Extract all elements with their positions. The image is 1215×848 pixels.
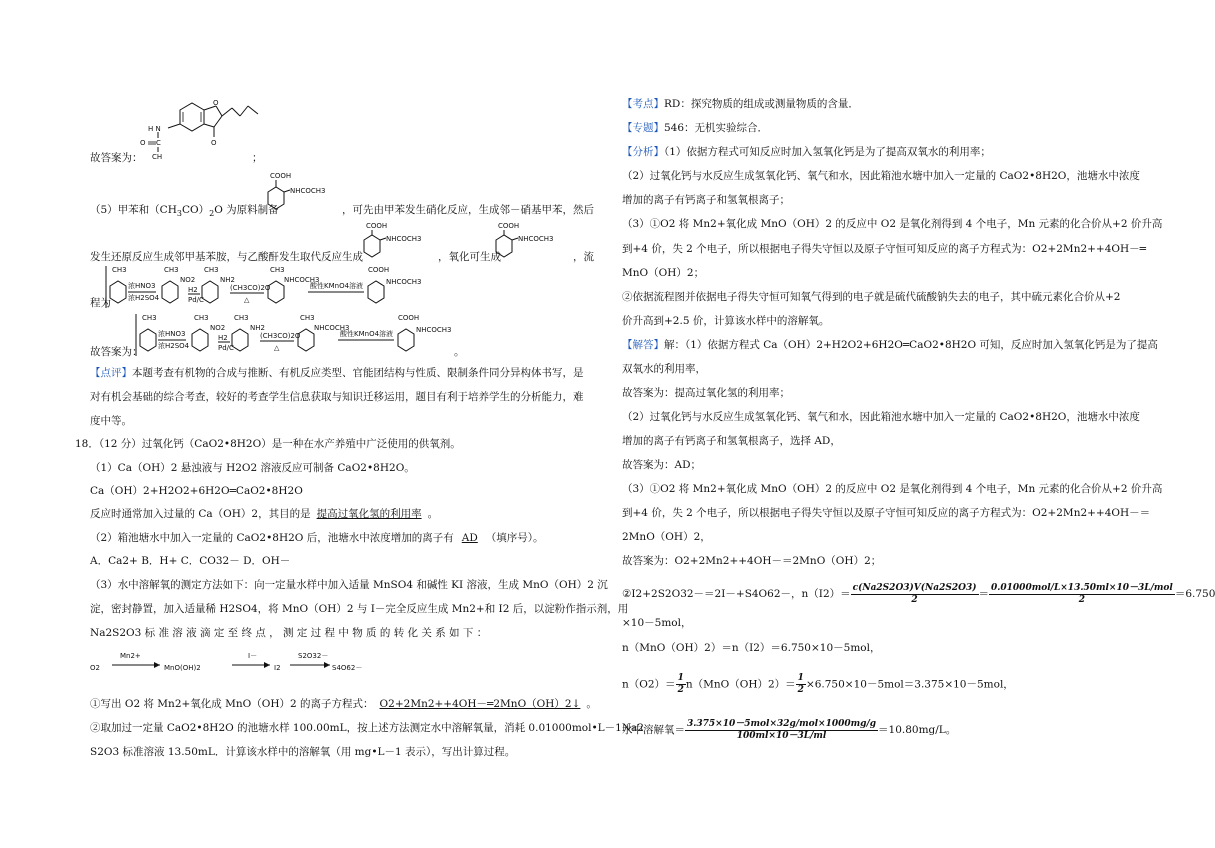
q5-line2: 发生还原反应生成邻甲基苯胺，与乙酸酐发生取代反应生成 (90, 251, 363, 263)
svg-text:△: △ (274, 344, 280, 352)
answer-label-1: 故答案为： (90, 152, 143, 164)
svg-text:COOH: COOH (270, 172, 292, 180)
structure-acid-product (490, 220, 570, 265)
jieda-line-2: 双氧水的利用率， (622, 363, 706, 375)
q18-part3-q2-line1: ②取加过一定量 CaO2•8H2O 的池塘水样 100.00mL，按上述方法测定水中溶解氧量，消耗 0.01000mol•L－1Na2 (90, 722, 644, 734)
svg-text:COOH: COOH (398, 314, 420, 322)
q5-line2-mid: ，氧化可生成 (438, 251, 501, 263)
comment-line-3: 度中等。 (90, 415, 132, 427)
jieda-line-15: 水中溶解氧＝ $\frac{\text{3.375×10－5mol×32g/mol×1000mg/g}}{100ml\times 10-3L/ml}$ ＝10.80mg/L。 (622, 718, 957, 741)
jieda-line-13: n（MnO（OH）2）＝n（I2）＝6.750×10－5mol， (622, 642, 881, 654)
comment-line-2: 对有机会基础的综合考查，较好的考查学生信息获取与知识迁移运用，题目有利于培养学生的分析能力，难 (90, 391, 584, 403)
jieda-line-6: 故答案为：AD； (622, 459, 702, 471)
svg-text:NHCOCH3: NHCOCH3 (290, 187, 326, 195)
svg-text:CH3: CH3 (112, 266, 127, 274)
q18-part3-line2: 淀，密封静置，加入适量稀 H2SO4，将 MnO（OH）2 与 I－完全反应生成 Mn2+和 I2 后，以淀粉作指示剂，用 (90, 603, 629, 615)
fenxi-line-4: （3）①O2 将 Mn2+氧化成 MnO（OH）2 的反应中 O2 是氧化剂得到 4 个电子，Mn 元素的化合价从+2 价升高 (622, 218, 1163, 230)
q18-part3-q2-line2: S2O3 标准溶液 13.50mL．计算该水样中的溶解氧（用 mg•L－1 表示），写出计算过程。 (90, 746, 516, 758)
q5-line1: （5）甲苯和$(CH_3CO)_2O$ 为原料制备 (90, 204, 279, 219)
fraction-dissolved-oxygen: $\frac{\text{3.375×10－5mol×32g/mol×1000mg/g}}{100ml\times 10-3L/ml}$ (687, 718, 877, 741)
svg-text:NO2: NO2 (210, 324, 226, 332)
q18-part3-line1: （3）水中溶解氧的测定方法如下：向一定量水样中加入适量 MnSO4 和碱性 KI 溶液，生成 MnO（OH）2 沉 (90, 579, 608, 591)
jieda-line-9: 2MnO（OH）2， (622, 531, 711, 543)
svg-text:O2: O2 (90, 664, 100, 672)
q18-part1: （1）Ca（OH）2 悬浊液与 H2O2 溶液反应可制备 CaO2•8H2O。 (90, 462, 415, 474)
jieda-line-1: 【解答】解：（1）依据方程式 Ca（OH）2+H2O2+6H2O═CaO2•8H2O 可知，反应时加入氢氧化钙是为了提高 (622, 339, 1158, 351)
svg-text:COOH: COOH (368, 266, 390, 274)
svg-text:CH3: CH3 (194, 314, 209, 322)
fraction-half-1: $\frac{1}{2}$ (677, 673, 684, 695)
conversion-chain (90, 648, 370, 678)
fraction-n-i2: $\frac{c(Na2S2O3)V(Na2S2O3)}{2}$ (852, 582, 977, 605)
svg-text:Pd/C: Pd/C (218, 344, 234, 352)
q18-part3-q1: ①写出 O2 将 Mn2+氧化成 MnO（OH）2 的离子方程式： O2+2Mn2++4OH－═2MnO（OH）2↓ 。 (90, 698, 597, 710)
svg-text:CH3: CH3 (234, 314, 249, 322)
fenxi-line-2: （2）过氧化钙与水反应生成氢氧化钙、氧气和水，因此箱池水塘中加入一定量的 CaO2•8H2O，池塘水中浓度 (622, 170, 1140, 182)
svg-text:CH3: CH3 (142, 314, 157, 322)
kaodian-line: 【考点】RD：探究物质的组成或测量物质的含量． (622, 98, 859, 110)
svg-text:H2: H2 (188, 286, 198, 294)
answer-label-2: 故答案为： (90, 346, 143, 358)
right-column (600, 0, 1215, 848)
svg-text:CH3: CH3 (300, 314, 315, 322)
q18-equation: Ca（OH）2+H2O2+6H2O═CaO2•8H2O (90, 485, 303, 497)
kaodian-tag: 【考点】 (622, 98, 664, 110)
answer-tail-1: ； (252, 152, 263, 164)
q18-part3-line3: Na2S2O3 标 准 溶 液 滴 定 至 终 点 ， 测 定 过 程 中 物 质 的 转 化 关 系 如 下 ： (90, 627, 488, 639)
svg-text:NHCOCH3: NHCOCH3 (518, 235, 554, 243)
svg-text:H2: H2 (218, 334, 228, 342)
q18-part3-q1-answer: O2+2Mn2++4OH－═2MnO（OH）2↓ (379, 698, 581, 710)
struct-label-ch3: CH (152, 153, 163, 161)
zhuanti-line: 【专题】546：无机实验综合． (622, 122, 769, 134)
q5-line3: 程为 (90, 297, 111, 309)
svg-text:NHCOCH3: NHCOCH3 (314, 324, 350, 332)
svg-text:S4O62－: S4O62－ (332, 664, 363, 672)
comment-line-1: 【点评】本题考查有机物的合成与推断、有机反应类型、官能团结构与性质、限制条件同分异构体书写，是 (90, 367, 584, 379)
jieda-line-8: 到+4 价，失 2 个电子，所以根据电子得失守恒以及原子守恒可知反应的离子方程式为：O2+2Mn2++4OH－＝ (622, 507, 1151, 519)
jieda-line-5: 增加的离子有钙离子和氢氧根离子，选择 AD， (622, 435, 841, 447)
structure-acetanilide-methyl (358, 220, 438, 265)
fenxi-line-3: 增加的离子有钙离子和氢氧根离子； (622, 194, 790, 206)
jieda-line-3: 故答案为：提高过氧化氢的利用率； (622, 387, 790, 399)
fenxi-line-6: MnO（OH）2； (622, 267, 705, 279)
q18-part2: （2）箱池塘水中加入一定量的 CaO2•8H2O 后，池塘水中浓度增加的离子有 AD （填序号）。 (90, 532, 544, 544)
struct-label-o-ring: O (213, 99, 219, 107)
svg-text:NO2: NO2 (180, 276, 196, 284)
synthesis-scheme-2 (134, 310, 464, 360)
svg-text:酸性KMnO4溶液: 酸性KMnO4溶液 (310, 282, 364, 290)
jieda-line-10: 故答案为：O2+2Mn2++4OH－＝2MnO（OH）2； (622, 555, 882, 567)
svg-text:MnO(OH)2: MnO(OH)2 (164, 664, 201, 672)
q5-line1-tail: ，可先由甲苯发生硝化反应，生成邻－硝基甲苯，然后 (342, 204, 594, 216)
q18-options: A．Ca2+ B．H+ C．CO32－ D．OH－ (90, 555, 291, 567)
fraction-n-i2-value: $\frac{\text{0.01000mol/L×13.50ml×10－3L/mol}}{2}$ (991, 582, 1173, 605)
zhuanti-tag: 【专题】 (622, 122, 664, 134)
fenxi-line-7: ②依据流程图并依据电子得失守恒可知氧气得到的电子就是硫代硫酸钠失去的电子，其中硫元素化合价从+2 (622, 291, 1121, 303)
answer-tail-2: 。 (454, 346, 465, 358)
svg-text:(CH3CO)2O: (CH3CO)2O (260, 332, 301, 340)
svg-text:浓H2SO4: 浓H2SO4 (128, 294, 160, 302)
svg-text:Mn2+: Mn2+ (120, 652, 141, 660)
svg-text:浓HNO3: 浓HNO3 (158, 330, 186, 338)
synthesis-scheme-1 (104, 262, 434, 312)
svg-text:△: △ (244, 296, 250, 304)
svg-text:NHCOCH3: NHCOCH3 (386, 278, 422, 286)
q18-purpose-answer: 提高过氧化氢的利用率 (316, 508, 422, 520)
svg-text:NHCOCH3: NHCOCH3 (416, 326, 452, 334)
jieda-tag: 【解答】 (622, 339, 664, 351)
struct-label-o-ketone: O (211, 139, 217, 147)
q18-part2-answer: AD (461, 532, 478, 544)
struct-label-nh: H N (148, 125, 161, 133)
svg-text:CH3: CH3 (270, 266, 285, 274)
svg-text:NHCOCH3: NHCOCH3 (386, 235, 422, 243)
svg-text:COOH: COOH (498, 222, 520, 230)
fraction-half-2: $\frac{1}{2}$ (797, 673, 804, 695)
jieda-line-14: n（O2）＝ $\frac{1}{2}$ n（MnO（OH）2）＝ $\frac{1}{2}$ ×6.750×10－5mol＝3.375×10－5mol， (622, 673, 1014, 695)
svg-text:(CH3CO)2O: (CH3CO)2O (230, 284, 271, 292)
q18-title: 18．（12 分）过氧化钙（CaO2•8H2O）是一种在水产养殖中广泛使用的供氧剂。 (75, 438, 461, 450)
svg-text:NHCOCH3: NHCOCH3 (284, 276, 320, 284)
fenxi-line-8: 价升高到+2.5 价，计算该水样中的溶解氧。 (622, 315, 830, 327)
jieda-line-7: （3）①O2 将 Mn2+氧化成 MnO（OH）2 的反应中 O2 是氧化剂得到 4 个电子，Mn 元素的化合价从+2 价升高 (622, 483, 1163, 495)
svg-text:I2: I2 (274, 664, 281, 672)
svg-text:浓HNO3: 浓HNO3 (128, 282, 156, 290)
svg-text:CH3: CH3 (204, 266, 219, 274)
svg-text:Pd/C: Pd/C (188, 296, 204, 304)
jieda-line-4: （2）过氧化钙与水反应生成氢氧化钙、氧气和水，因此箱池水塘中加入一定量的 CaO2•8H2O，池塘水中浓度 (622, 411, 1140, 423)
fenxi-line-1: 【分析】（1）依据方程式可知反应时加入氢氧化钙是为了提高双氧水的利用率； (622, 146, 991, 158)
svg-text:NH2: NH2 (220, 276, 235, 284)
struct-label-o-left: O (140, 139, 146, 147)
svg-text:COOH: COOH (366, 222, 388, 230)
svg-text:酸性KMnO4溶液: 酸性KMnO4溶液 (340, 330, 394, 338)
jieda-line-12: ×10－5mol， (622, 617, 692, 629)
svg-text:I－: I－ (248, 652, 258, 660)
svg-text:CH3: CH3 (164, 266, 179, 274)
jieda-line-11: ②I2+2S2O32－＝2I－+S4O62－，n（I2）＝ $\frac{c(Na2S2O3)V(Na2S2O3)}{2}$ ＝ $\frac{\text{0.01000mol/L×13.50ml×10－3L/mol}}{2}$ ＝6.750 (622, 582, 1215, 605)
svg-text:NH2: NH2 (250, 324, 265, 332)
svg-text:S2O32－: S2O32－ (298, 652, 329, 660)
q18-purpose: 反应时通常加入过量的 Ca（OH）2，其目的是 提高过氧化氢的利用率 。 (90, 508, 439, 520)
fenxi-tag: 【分析】 (622, 146, 664, 158)
q5-line2-tail: ，流 (573, 251, 594, 263)
fenxi-line-5: 到+4 价，失 2 个电子，所以根据电子得失守恒以及原子守恒可知反应的离子方程式为：O2+2Mn2++4OH－═ (622, 243, 1146, 255)
svg-text:浓H2SO4: 浓H2SO4 (158, 342, 190, 350)
comment-tag: 【点评】 (90, 367, 132, 379)
struct-label-c: C (156, 139, 161, 147)
